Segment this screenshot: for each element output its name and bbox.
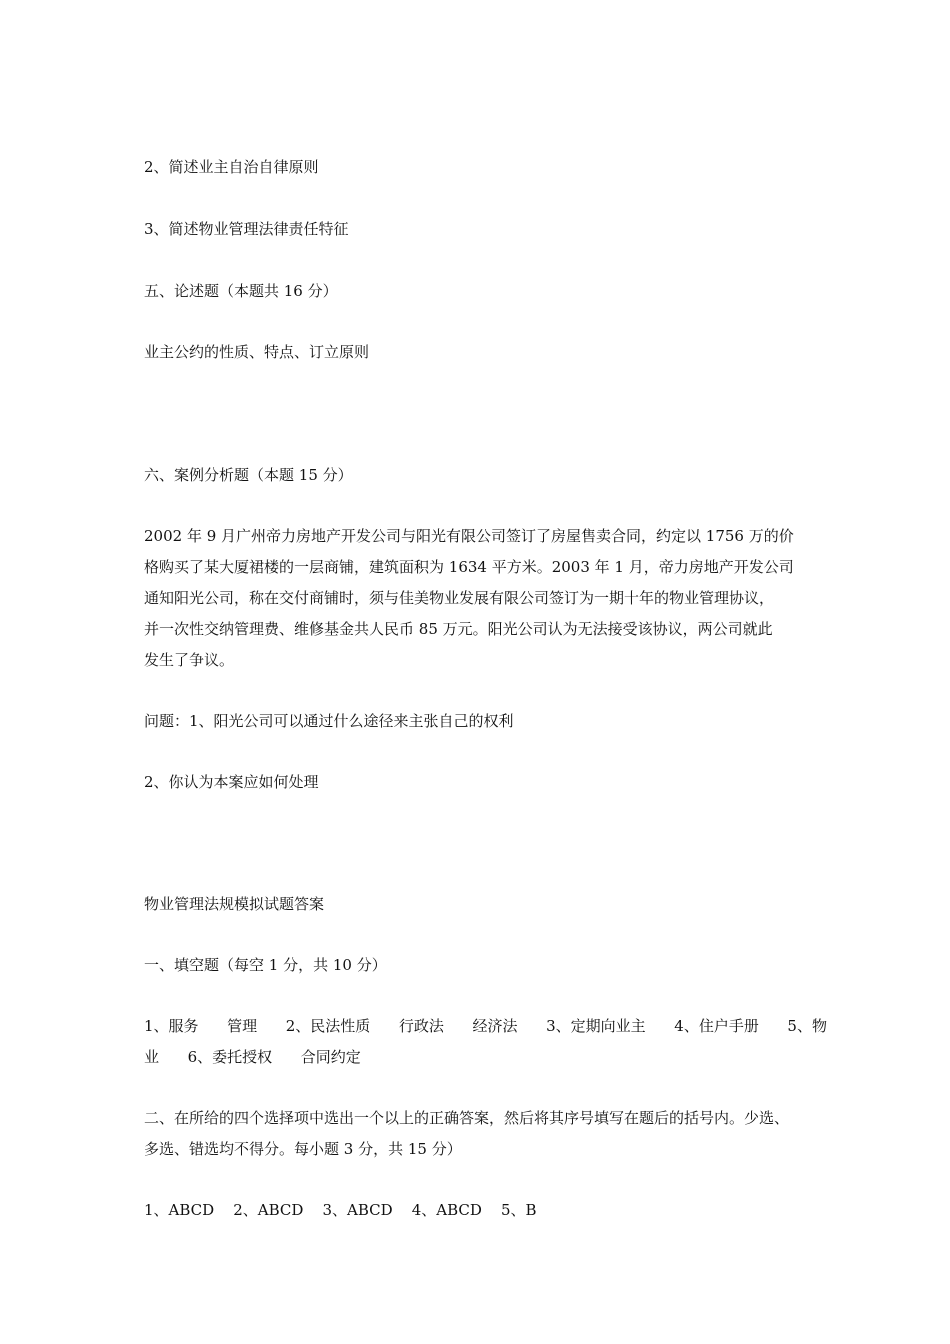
answer-line: 1、服务 管理 2、民法性质 行政法 经济法 3、定期向业主 4、住户手册 5、物 bbox=[144, 1017, 827, 1035]
case-paragraph-line: 发生了争议。 bbox=[144, 651, 235, 669]
section-heading: 一、填空题（每空 1 分，共 10 分） bbox=[144, 956, 387, 974]
case-paragraph-line: 2002 年 9 月广州帝力房地产开发公司与阳光有限公司签订了房屋售卖合同，约定以 1756 万的价 bbox=[144, 527, 794, 545]
case-paragraph-line: 并一次性交纳管理费、维修基金共人民币 85 万元。阳光公司认为无法接受该协议，两公司就此 bbox=[144, 620, 773, 638]
question-text: 2、你认为本案应如何处理 bbox=[144, 773, 319, 791]
answer-line: 1、ABCD 2、ABCD 3、ABCD 4、ABCD 5、B bbox=[144, 1201, 537, 1219]
question-text: 问题：1、阳光公司可以通过什么途径来主张自己的权利 bbox=[144, 712, 514, 730]
section-heading: 多选、错选均不得分。每小题 3 分，共 15 分） bbox=[144, 1140, 462, 1158]
question-text: 3、简述物业管理法律责任特征 bbox=[144, 220, 349, 238]
section-heading: 六、案例分析题（本题 15 分） bbox=[144, 466, 353, 484]
question-text: 2、简述业主自治自律原则 bbox=[144, 158, 319, 176]
section-heading: 五、论述题（本题共 16 分） bbox=[144, 282, 338, 300]
case-paragraph-line: 通知阳光公司，称在交付商铺时，须与佳美物业发展有限公司签订为一期十年的物业管理协议， bbox=[144, 589, 775, 607]
answers-title: 物业管理法规模拟试题答案 bbox=[144, 895, 325, 913]
case-paragraph-line: 格购买了某大厦裙楼的一层商铺，建筑面积为 1634 平方米。2003 年 1 月，帝力房地产开发公司 bbox=[144, 558, 794, 576]
section-heading: 二、在所给的四个选择项中选出一个以上的正确答案，然后将其序号填写在题后的括号内。少选、 bbox=[144, 1109, 790, 1127]
answer-line: 业 6、委托授权 合同约定 bbox=[144, 1048, 361, 1066]
question-text: 业主公约的性质、特点、订立原则 bbox=[144, 343, 370, 361]
